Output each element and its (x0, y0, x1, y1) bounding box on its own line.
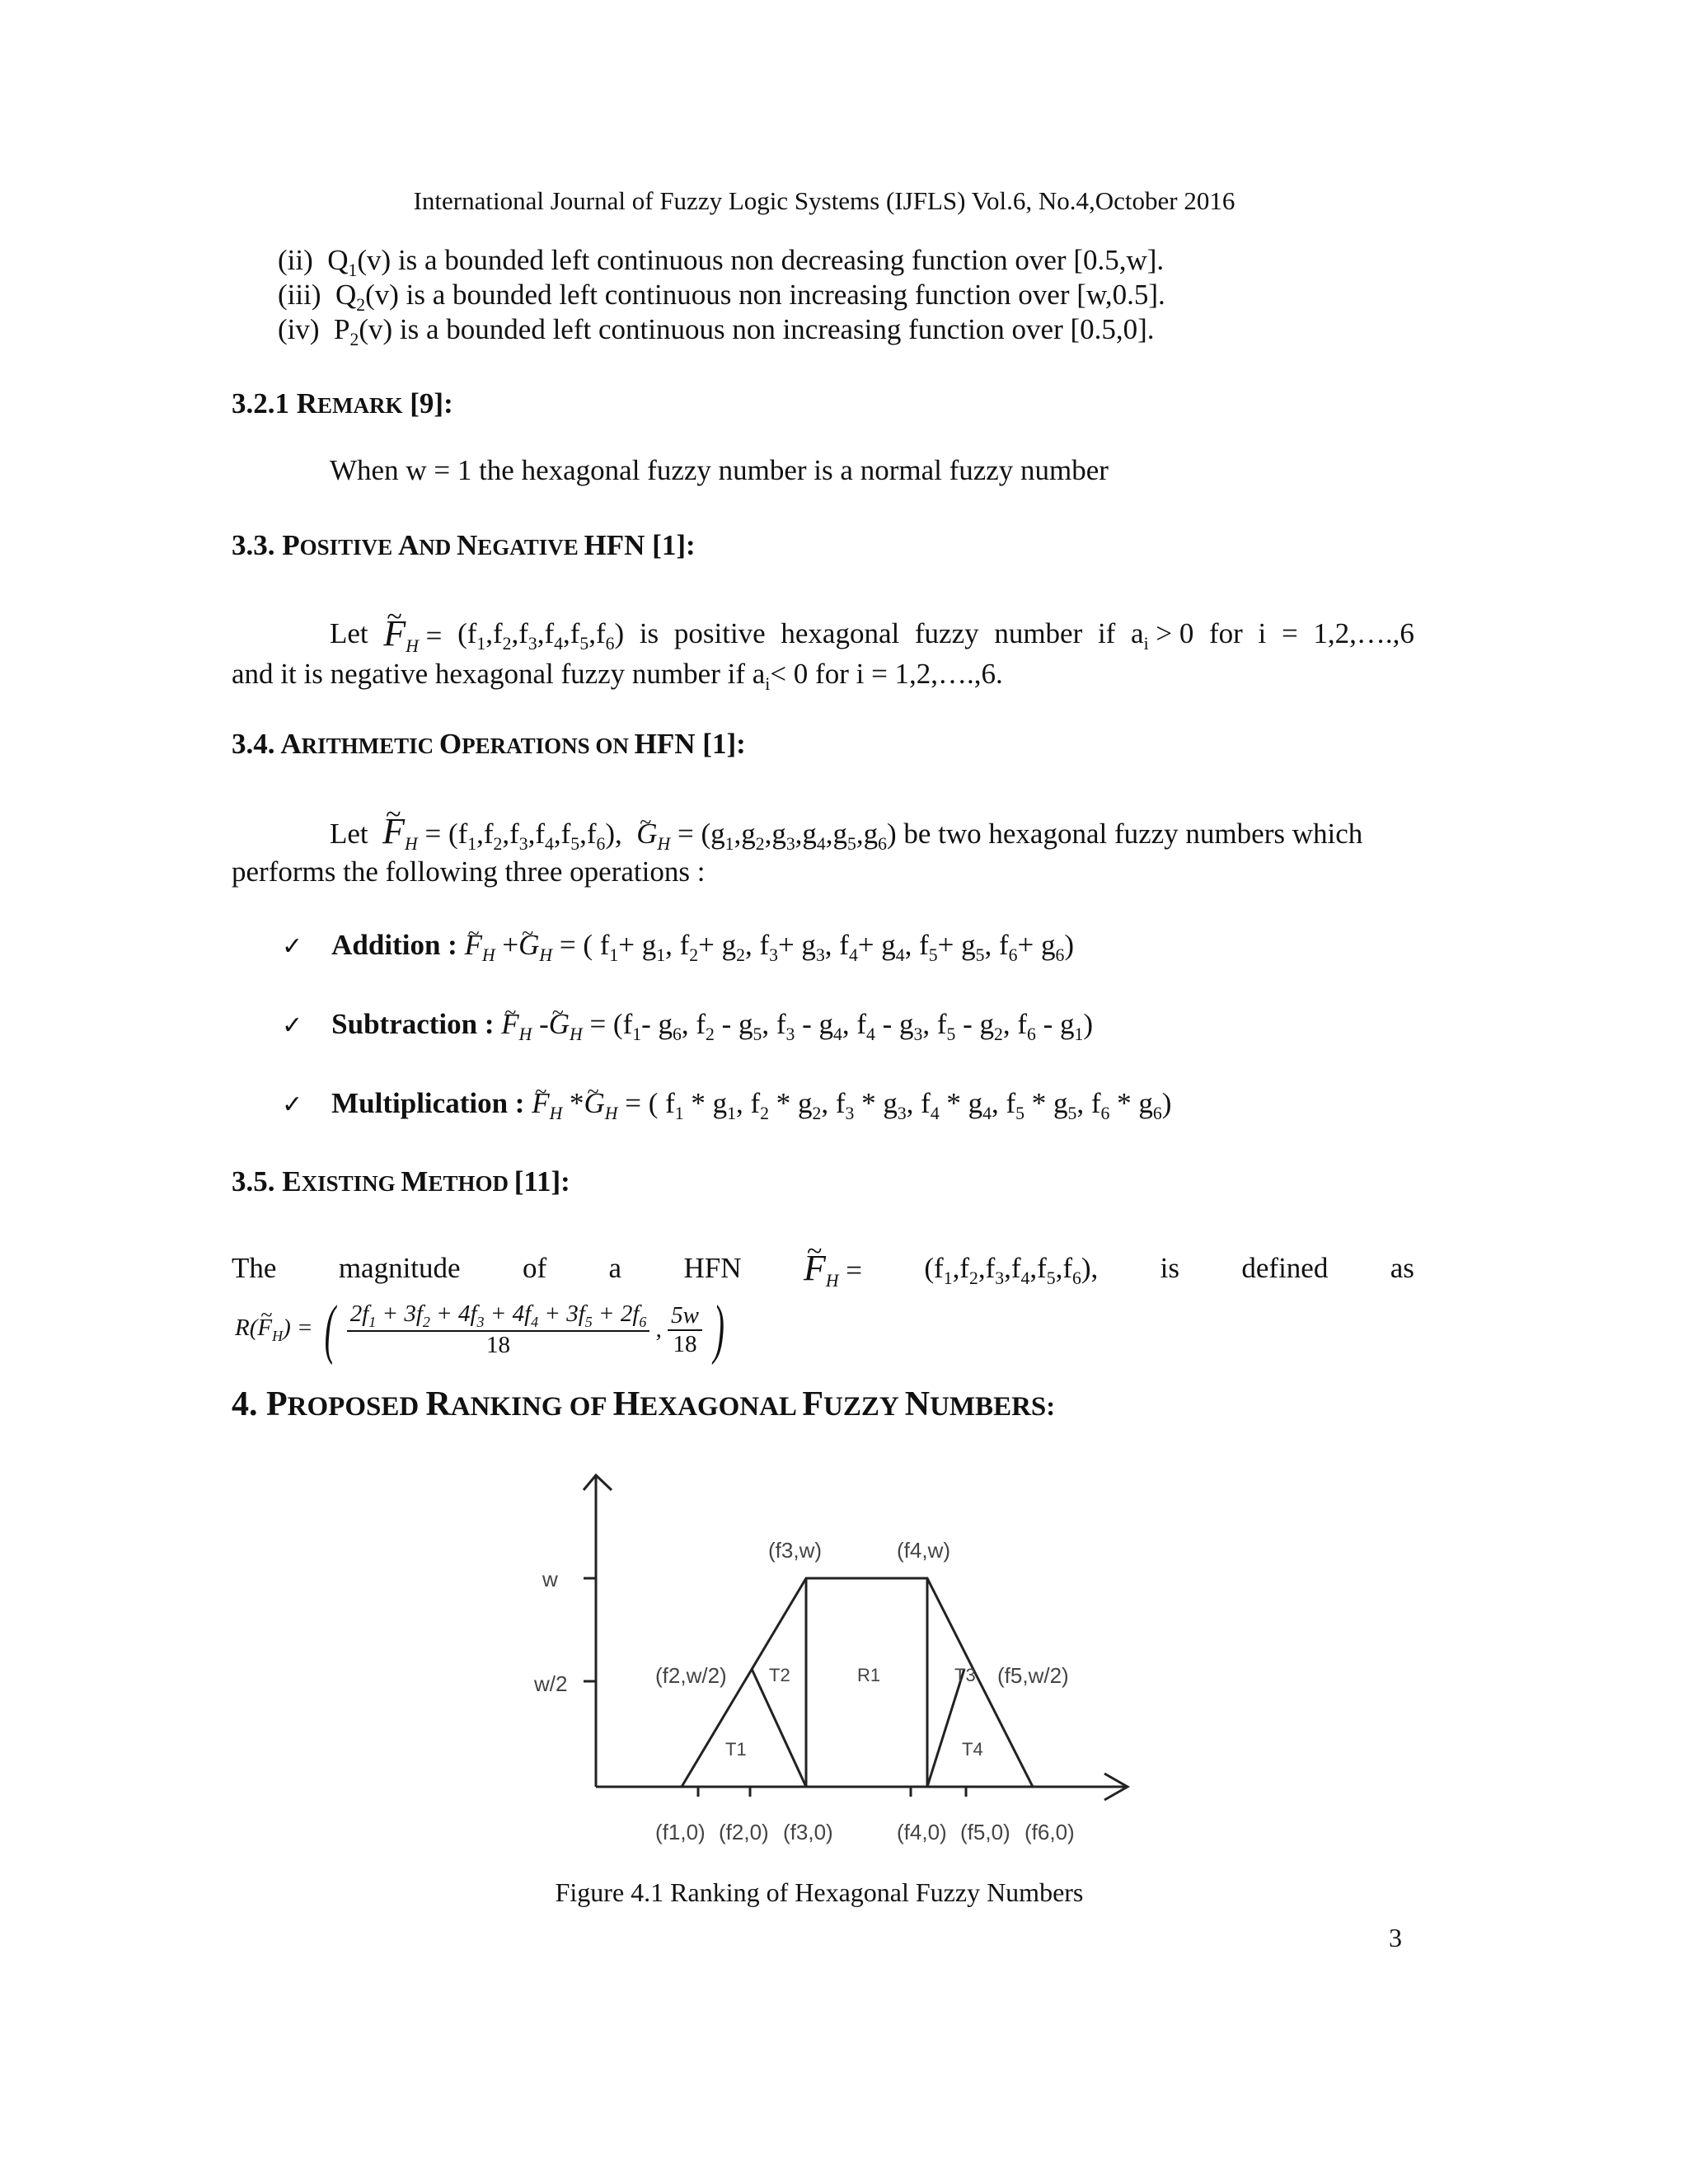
label-f4-w: (f4,w) (897, 1538, 950, 1563)
t1-t2-divider (752, 1669, 806, 1787)
section-3-5-heading: 3.5. EXISTING METHOD [11]: (232, 1165, 570, 1197)
checkmark-icon: ✓ (282, 1011, 303, 1040)
magnitude-line: The magnitude of a HFN ~ $F_H$ = $(f_1,f_2,f_3,f_4,f_5,f_6)$, is defined as (232, 1251, 1414, 1298)
x-label-f6: (f6,0) (1025, 1820, 1075, 1844)
section-3-2-1-heading: 3.2.1 REMARK [9]: (232, 387, 453, 419)
label-f2-w2: (f2,w/2) (655, 1663, 727, 1688)
region-t2: T2 (769, 1665, 790, 1685)
x-label-f4: (f4,0) (897, 1820, 947, 1844)
label-f5-w2: (f5,w/2) (997, 1663, 1069, 1688)
list-item-iii: (iii) $Q_2(v)$ is a bounded left continuous non increasing function over [w,0.5]. (278, 279, 1165, 315)
x-label-f1: (f1,0) (655, 1820, 706, 1844)
list-item-ii: (ii) $Q_1(v)$ is a bounded left continuous non decreasing function over [0.5,w]. (278, 244, 1165, 280)
multiplication-row: ✓ Multiplication : ~ $F_H$ *~ $G_H$ = ( $f_1 * g_1$, $f_2 * g_2$, $f_3 * g_3$, $f_4 * g_4$, $f_5 * g_5$, $f_6 * g_6$) (282, 1086, 1171, 1131)
label-f3-w: (f3,w) (768, 1538, 822, 1563)
x-label-f3: (f3,0) (783, 1820, 833, 1844)
list-item-iv: (iv) $P_2(v)$ is a bounded left continuous non increasing function over [0.5,0]. (278, 313, 1155, 349)
arith-intro-line: Let ~ $F_H = (f_1,f_2,f_3,f_4,f_5,f_6)$, ~ $G_H = (g_1,g_2,g_3,g_4,g_5,g_6)$ be two hexagonal fuzzy numbers which (330, 814, 1362, 861)
y-label-w2: w/2 (534, 1671, 568, 1696)
x-label-f2: (f2,0) (719, 1820, 769, 1844)
subtraction-row: ✓ Subtraction : ~ $F_H$ -~ $G_H = (f_1-$ $g_6$, $f_2 - g_5$, $f_3 - g_4$, $f_4 - g_3$, $f_5 - g_2$, $f_6 - g_1$) (282, 1007, 1093, 1052)
magnitude-formula: R(~ $F_H$) = ( $\frac{2f_1 + 3f_2 + 4f_3 + 4f_4 + 3f_5 + 2f_6}{18}$ , $\frac{5w}{18}$ ) (235, 1292, 730, 1367)
formula-fraction-2: $\frac{5w}{18}$ (668, 1302, 702, 1358)
negative-hfn-line: and it is negative hexagonal fuzzy number if $a_i< 0$ for i = 1,2,….,6. (232, 658, 1003, 694)
figure-caption: Figure 4.1 Ranking of Hexagonal Fuzzy Numbers (555, 1877, 1084, 1907)
addition-row: ✓ Addition : ~ $F_H$ +~ $G_H$ = ( $f_1+ g_1$, $f_2+ g_2$, $f_3+ g_3$, $f_4+ g_4$, $f_5+ g_5$, $f_6+ g_6$) (282, 928, 1074, 972)
region-r1: R1 (857, 1665, 881, 1685)
positive-hfn-line: Let ~ $F_H$ = $(f_1,f_2,f_3,f_4,f_5,f_6)$ is positive hexagonal fuzzy number if $a_i > 0$ for i = 1,2,….,6 (330, 616, 1414, 663)
y-axis-arrow-icon (584, 1475, 612, 1490)
section-4-heading: 4. PROPOSED RANKING OF HEXAGONAL FUZZY NUMBERS: (232, 1385, 1056, 1423)
section-3-4-heading: 3.4. ARITHMETIC OPERATIONS ON HFN [1]: (232, 728, 746, 760)
t3-t4-divider (927, 1669, 964, 1787)
y-label-w: w (542, 1567, 558, 1591)
x-label-f5: (f5,0) (960, 1820, 1010, 1844)
journal-header: International Journal of Fuzzy Logic Systems (IJFLS) Vol.6, No.4,October 2016 (413, 186, 1236, 215)
arith-intro-line-2: performs the following three operations : (232, 855, 706, 888)
region-t1: T1 (725, 1739, 747, 1760)
checkmark-icon: ✓ (282, 1090, 303, 1119)
region-t4: T4 (962, 1739, 983, 1760)
formula-fraction-1: $\frac{2f_1 + 3f_2 + 4f_3 + 4f_4 + 3f_5 + 2f_6}{18}$ (347, 1301, 650, 1360)
remark-text: When w = 1 the hexagonal fuzzy number is a normal fuzzy number (330, 454, 1109, 486)
region-t3: T3 (954, 1665, 976, 1685)
page-number: 3 (1389, 1923, 1402, 1952)
section-3-3-heading: 3.3. POSITIVE AND NEGATIVE HFN [1]: (232, 529, 696, 561)
checkmark-icon: ✓ (282, 932, 303, 961)
